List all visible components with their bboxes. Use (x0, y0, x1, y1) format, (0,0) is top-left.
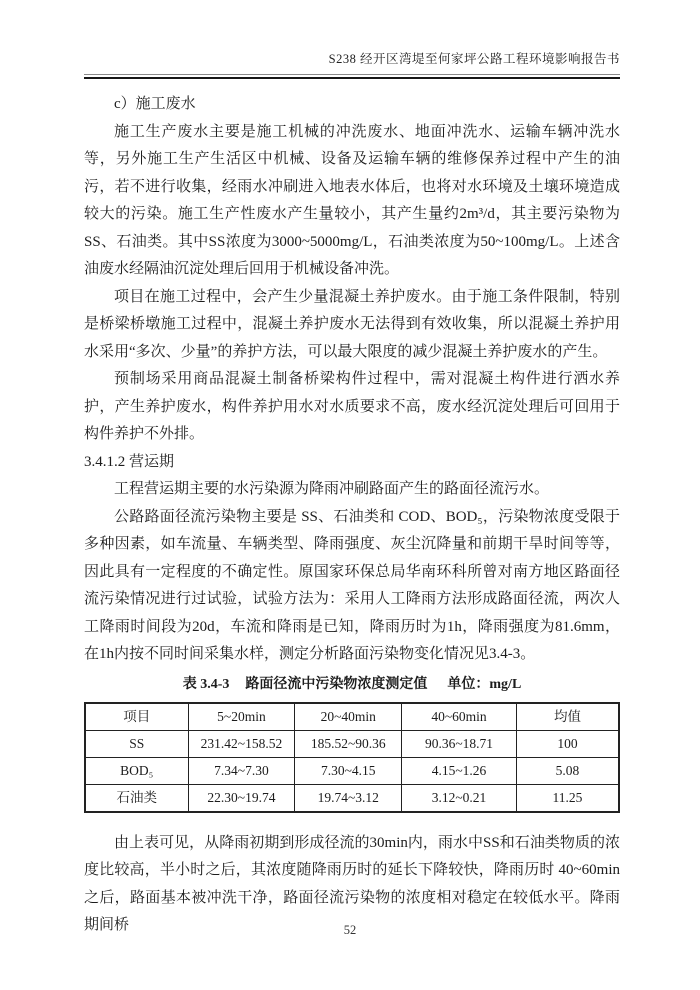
column-header-average: 均值 (516, 703, 619, 731)
paragraph-construction-wastewater: 施工生产废水主要是施工机械的冲洗废水、地面冲洗水、运输车辆冲洗水等，另外施工生产生活区中机械、设备及运输车辆的维修保养过程中产生的油污，若不进行收集，经雨水冲刷进入地表水体后，也将对水环境及土壤环境造成较大的污染。施工生产性废水产生量较小，其产生量约2m³/d，其主要污染物为SS、石油类。其中SS浓度为3000~5000mg/L，石油类浓度为50~100mg/L。上述含油废水经隔油沉淀处理后回用于机械设备冲洗。 (84, 123, 620, 277)
paragraph-concrete-curing: 项目在施工过程中，会产生少量混凝土养护废水。由于施工条件限制，特别是桥梁桥墩施工过程中，混凝土养护废水无法得到有效收集，所以混凝土养护用水采用“多次、少量”的养护方法，可以最大限度的减少混凝土养护废水的产生。 (84, 288, 620, 360)
paragraph-conclusion: 由上表可见，从降雨初期到形成径流的30min内，雨水中SS和石油类物质的浓度比较高，半小时之后，其浓度随降雨历时的延长下降较快，降雨历时 40~60min 之后，路面基本被冲洗干净，路面径流污染物的浓度相对稳定在较低水平。降雨期间桥 (84, 834, 620, 933)
table-cell: 185.52~90.36 (295, 730, 402, 757)
table-cell: 7.34~7.30 (188, 757, 295, 784)
row-label-bod5: BOD₅ (85, 757, 188, 784)
paragraph-operation-intro: 工程营运期主要的水污染源为降雨冲刷路面产生的路面径流污水。 (114, 481, 550, 497)
column-header-5-20min: 5~20min (188, 703, 295, 731)
section-heading-construction-wastewater: c）施工废水 (114, 96, 196, 112)
table-row-petroleum (85, 784, 619, 812)
table-cell: 100 (516, 730, 619, 757)
table-caption-title: 路面径流中污染物浓度测定值 (245, 676, 428, 692)
table-caption (84, 672, 620, 698)
section-heading-operation-period: 3.4.1.2 营运期 (84, 453, 175, 470)
table-cell: 11.25 (516, 784, 619, 812)
page-header (0, 0, 700, 79)
paragraph-runoff-pollutants: 公路路面径流污染物主要是 SS、石油类和 COD、BOD₅，污染物浓度受限于多种因素，如车流量、车辆类型、降雨强度、灰尘沉降量和前期干旱时间等等，因此具有一定程度的不确定性。原国家环保总局华南环科所曾对南方地区路面径流污染情况进行过试验，试验方法为：采用人工降雨方法形成路面径流，两次人工降雨时间段为20d，车流和降雨是已知，降雨历时为1h，降雨强度为81.6mm，在1h内按不同时间采集水样，测定分析路面污染物变化情况见3.4-3。 (84, 508, 620, 662)
table-cell: 231.42~158.52 (188, 730, 295, 757)
row-label-ss: SS (85, 730, 188, 757)
table-caption-label: 表 3.4-3 (182, 676, 230, 692)
table-cell: 7.30~4.15 (295, 757, 402, 784)
table-cell: 90.36~18.71 (402, 730, 517, 757)
table-row-bod5 (85, 757, 619, 784)
runoff-concentration-table (84, 702, 620, 813)
document-body (0, 79, 700, 940)
table-header-row (85, 703, 619, 731)
column-header-40-60min: 40~60min (402, 703, 517, 731)
table-cell: 5.08 (516, 757, 619, 784)
table-row-ss (85, 730, 619, 757)
row-label-petroleum: 石油类 (85, 784, 188, 812)
report-title: S238 经开区湾堤至何家坪公路工程环境影响报告书 (328, 52, 620, 66)
table-cell: 4.15~1.26 (402, 757, 517, 784)
page-number: 52 (343, 923, 357, 937)
table-cell: 19.74~3.12 (295, 784, 402, 812)
table-caption-unit: 单位：mg/L (447, 676, 522, 692)
paragraph-precast-yard: 预制场采用商品混凝土制备桥梁构件过程中，需对混凝土构件进行洒水养护，产生养护废水，构件养护用水对水质要求不高，废水经沉淀处理后可回用于构件养护不外排。 (84, 371, 620, 442)
table-cell: 22.30~19.74 (188, 784, 295, 812)
column-header-item: 项目 (85, 703, 188, 731)
table-cell: 3.12~0.21 (402, 784, 517, 812)
column-header-20-40min: 20~40min (295, 703, 402, 731)
